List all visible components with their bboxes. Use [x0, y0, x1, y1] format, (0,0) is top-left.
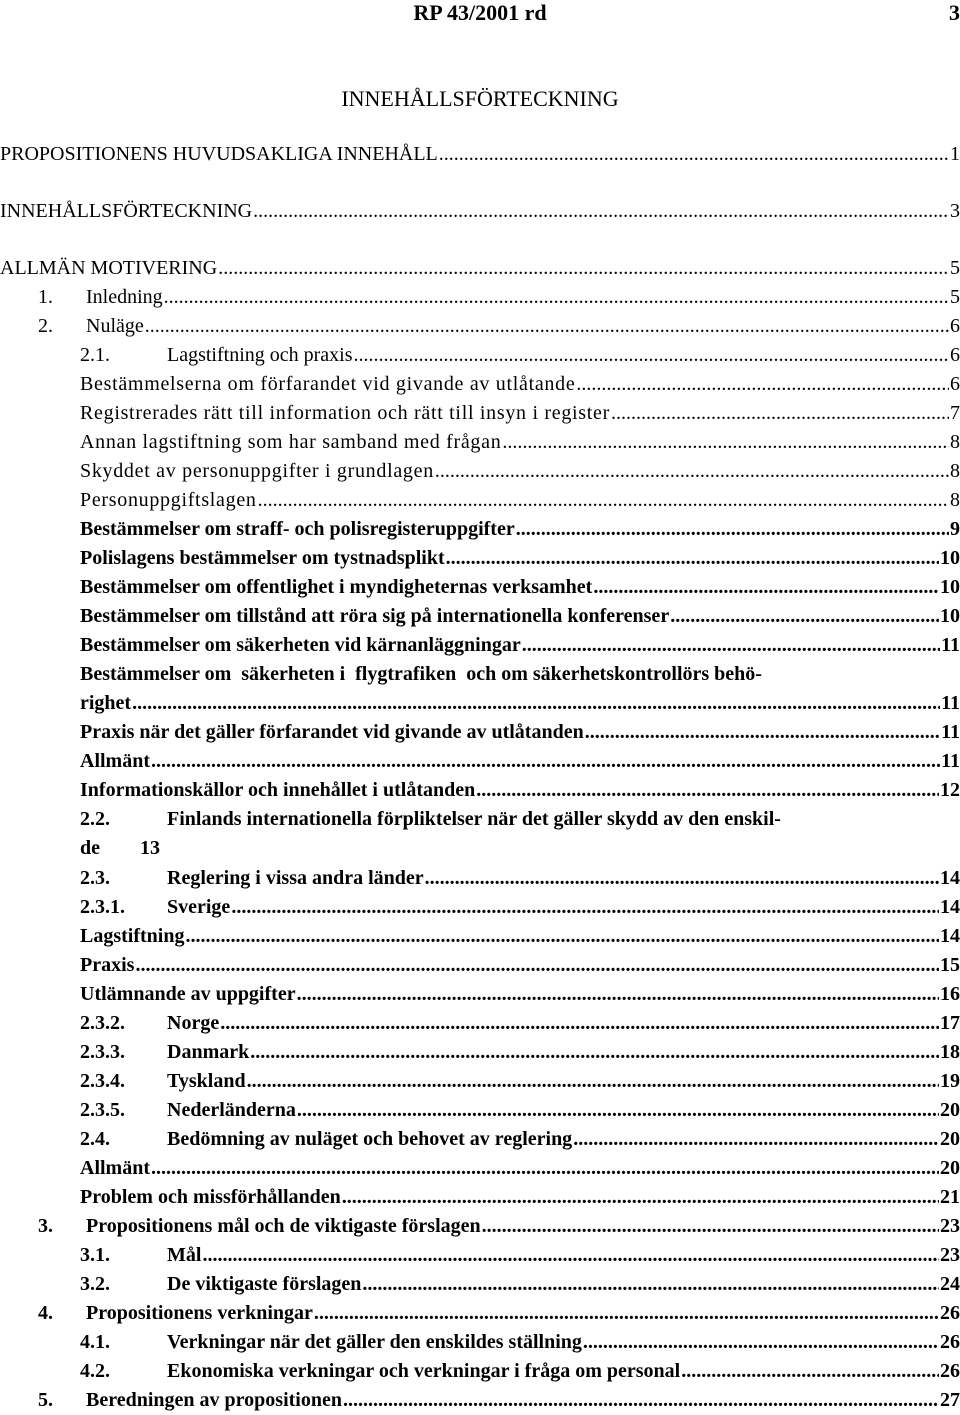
- toc-entry-page-number: 14: [940, 925, 960, 947]
- toc-entry-number: 2.3.5.: [80, 1099, 125, 1121]
- toc-entry-number: 2.: [38, 315, 53, 337]
- toc-entry-title: Norge: [167, 1012, 220, 1034]
- toc-entry-page-number: 23: [940, 1244, 960, 1266]
- toc-entry[interactable]: [0, 689, 960, 718]
- toc-entry-page-number: 20: [940, 1099, 960, 1121]
- toc-entry-number: 2.1.: [80, 344, 110, 366]
- toc-entry-title: Lagstiftning och praxis: [167, 344, 353, 366]
- toc-entry-title: Personuppgiftslagen: [80, 489, 257, 511]
- toc-entry-title: ALLMÄN MOTIVERING: [0, 257, 218, 279]
- toc-entry[interactable]: [0, 893, 960, 922]
- toc-entry-title: Praxis när det gäller förfarandet vid givande av utlåtanden: [80, 721, 584, 743]
- toc-entry[interactable]: [0, 1270, 960, 1299]
- toc-entry-page-number: 8: [950, 460, 960, 482]
- dot-leader: [247, 1067, 939, 1096]
- dot-leader: [297, 980, 939, 1009]
- toc-entry[interactable]: [0, 980, 960, 1009]
- dot-leader: [681, 1357, 939, 1386]
- toc-entry-page-number: 17: [940, 1012, 960, 1034]
- toc-entry-number: 4.: [38, 1302, 53, 1324]
- toc-entry-page-number: 11: [941, 634, 960, 656]
- toc-entry-title: Mål: [167, 1244, 202, 1266]
- toc-entry-page-number: 14: [940, 896, 960, 918]
- toc-heading: INNEHÅLLSFÖRTECKNING: [341, 86, 619, 111]
- toc-entry-page-number: 6: [950, 373, 960, 395]
- toc-entry[interactable]: [0, 486, 960, 515]
- dot-leader: [522, 631, 940, 660]
- dot-leader: [446, 544, 939, 573]
- toc-entry-title: Nuläge: [86, 315, 144, 337]
- toc-entry-title: Problem och missförhållanden: [80, 1186, 341, 1208]
- toc-entry-page-number: 20: [940, 1157, 960, 1179]
- document-reference: RP 43/2001 rd: [413, 0, 547, 25]
- page-number: 3: [949, 0, 960, 25]
- toc-entry[interactable]: [0, 718, 960, 747]
- toc-entry-number: 5.: [38, 1389, 53, 1411]
- toc-entry-title: Sverige: [167, 896, 231, 918]
- toc-entry[interactable]: [0, 951, 960, 980]
- dot-leader: [343, 1386, 939, 1415]
- toc-entry-title: Inledning: [86, 286, 163, 308]
- toc-entry-page-number: 10: [940, 547, 960, 569]
- toc-entry[interactable]: [0, 1212, 960, 1241]
- toc-entry-page-number: 11: [941, 750, 960, 772]
- dot-leader: [297, 1096, 939, 1125]
- toc-entry-number: 2.3.4.: [80, 1070, 125, 1092]
- toc-entry-title: Ekonomiska verkningar och verkningar i fråga om personal: [167, 1360, 681, 1382]
- toc-entry-title: Danmark: [167, 1041, 250, 1063]
- toc-entry-page-number: 7: [950, 402, 960, 424]
- toc-entry-page-number: 21: [940, 1186, 960, 1208]
- toc-entry[interactable]: [0, 312, 960, 341]
- toc-entry[interactable]: [0, 1183, 960, 1212]
- toc-entry[interactable]: [0, 515, 960, 544]
- dot-leader: [132, 689, 940, 718]
- toc-entry[interactable]: [0, 370, 960, 399]
- toc-entry[interactable]: [0, 428, 960, 457]
- toc-entry[interactable]: [0, 776, 960, 805]
- toc-entry-title: Tyskland: [167, 1070, 246, 1092]
- toc-entry-title: Annan lagstiftning som har samband med frågan: [80, 431, 502, 453]
- toc-entry[interactable]: [0, 254, 960, 283]
- toc-entry[interactable]: [0, 573, 960, 602]
- toc-entry-title: INNEHÅLLSFÖRTECKNING: [0, 200, 253, 222]
- toc-entry-number: 2.4.: [80, 1128, 110, 1150]
- toc-entry-title: righet: [80, 692, 132, 714]
- toc-entry-title: De viktigaste förslagen: [167, 1273, 362, 1295]
- toc-entry-page-number: 26: [940, 1360, 960, 1382]
- toc-entry-page-number: 9: [950, 518, 960, 540]
- toc-entry-number: 4.2.: [80, 1360, 110, 1382]
- dot-leader: [253, 197, 949, 226]
- dot-leader: [151, 1154, 939, 1183]
- toc-entry-title: Allmänt: [80, 750, 150, 772]
- toc-entry[interactable]: [0, 864, 960, 893]
- toc-entry-number: 2.3.1.: [80, 896, 125, 918]
- toc-entry-page-number: 5: [950, 286, 960, 308]
- toc-entry[interactable]: [0, 1096, 960, 1125]
- toc-entry-title: Utlämnande av uppgifter: [80, 983, 296, 1005]
- toc-entry-title: Propositionens verkningar: [86, 1302, 313, 1324]
- toc-entry[interactable]: [0, 1299, 960, 1328]
- dot-leader: [585, 718, 940, 747]
- toc-entry[interactable]: [0, 805, 960, 834]
- toc-entry-page-number: 16: [940, 983, 960, 1005]
- toc-entry-title: Bestämmelserna om förfarandet vid givande av utlåtande: [80, 373, 576, 395]
- toc-entry-number: 3.: [38, 1215, 53, 1237]
- dot-leader: [425, 864, 939, 893]
- toc-entry-number: 1.: [38, 286, 53, 308]
- toc-entry-page-number: 26: [940, 1302, 960, 1324]
- dot-leader: [476, 776, 939, 805]
- dot-leader: [258, 486, 949, 515]
- toc-entry-title: Bestämmelser om säkerheten vid kärnanläggningar: [80, 634, 521, 656]
- toc-entry[interactable]: [0, 283, 960, 312]
- dot-leader: [516, 515, 949, 544]
- toc-entry-page-number: 11: [941, 721, 960, 743]
- toc-entry[interactable]: [0, 197, 960, 226]
- toc-entry-title: Beredningen av propositionen: [86, 1389, 342, 1411]
- toc-entry[interactable]: [0, 631, 960, 660]
- toc-entry-number: 2.2.: [80, 808, 110, 830]
- toc-entry-title: Informationskällor och innehållet i utlåtanden: [80, 779, 476, 801]
- toc-entry[interactable]: [0, 1125, 960, 1154]
- toc-entry-page-number: 14: [940, 867, 960, 889]
- dot-leader: [145, 312, 949, 341]
- toc-entry-page-number: 1: [950, 143, 960, 165]
- toc-entry-page-number: 11: [941, 692, 960, 714]
- toc-entry-page-number: 23: [940, 1215, 960, 1237]
- toc-entry-page-number: 10: [940, 605, 960, 627]
- toc-entry-number: 4.1.: [80, 1331, 110, 1353]
- toc-entry-title: de 13: [80, 837, 160, 859]
- dot-leader: [135, 951, 939, 980]
- toc-entry[interactable]: [0, 1241, 960, 1270]
- dot-leader: [576, 370, 949, 399]
- toc-entry[interactable]: [0, 341, 960, 370]
- toc-entry[interactable]: [0, 922, 960, 951]
- toc-entry-page-number: 19: [940, 1070, 960, 1092]
- toc-entry-page-number: 8: [950, 489, 960, 511]
- dot-leader: [482, 1212, 939, 1241]
- dot-leader: [185, 922, 939, 951]
- dot-leader: [151, 747, 940, 776]
- toc-entry-page-number: 20: [940, 1128, 960, 1150]
- toc-entry-page-number: 5: [950, 257, 960, 279]
- toc-entry[interactable]: [0, 1067, 960, 1096]
- toc-entry-number: 2.3.: [80, 867, 110, 889]
- toc-entry-page-number: 3: [950, 200, 960, 222]
- toc-entry-page-number: 12: [940, 779, 960, 801]
- toc-entry[interactable]: [0, 747, 960, 776]
- dot-leader: [164, 283, 949, 312]
- toc-entry-page-number: 8: [950, 431, 960, 453]
- dot-leader: [202, 1241, 939, 1270]
- toc-entry-title: Bestämmelser om offentlighet i myndigheternas verksamhet: [80, 576, 593, 598]
- dot-leader: [670, 602, 939, 631]
- toc-entry-title: Reglering i vissa andra länder: [167, 867, 424, 889]
- dot-leader: [218, 254, 949, 283]
- toc-entry-title: Bestämmelser om tillstånd att röra sig på internationella konferenser: [80, 605, 670, 627]
- dot-leader: [435, 457, 949, 486]
- toc-entry-page-number: 6: [950, 315, 960, 337]
- dot-leader: [250, 1038, 939, 1067]
- toc-entry-title: Nederländerna: [167, 1099, 296, 1121]
- dot-leader: [593, 573, 939, 602]
- toc-entry-page-number: 6: [950, 344, 960, 366]
- dot-leader: [583, 1328, 939, 1357]
- toc-entry[interactable]: [0, 602, 960, 631]
- toc-entry-title: Registrerades rätt till information och rätt till insyn i register: [80, 402, 610, 424]
- toc-entry-page-number: 27: [940, 1389, 960, 1411]
- toc-entry-title: Bestämmelser om säkerheten i flygtrafiken och om säkerhetskontrollörs behö-: [80, 663, 762, 685]
- toc-entry[interactable]: [0, 140, 960, 169]
- toc-entry[interactable]: [0, 1009, 960, 1038]
- toc-entry-title: PROPOSITIONENS HUVUDSAKLIGA INNEHÅLL: [0, 143, 438, 165]
- toc-entry-number: 3.2.: [80, 1273, 110, 1295]
- dot-leader: [231, 893, 939, 922]
- toc-entry[interactable]: [0, 1386, 960, 1415]
- toc-entry-title: Skyddet av personuppgifter i grundlagen: [80, 460, 434, 482]
- toc-entry[interactable]: [0, 1328, 960, 1357]
- toc-entry-title: Allmänt: [80, 1157, 150, 1179]
- dot-leader: [573, 1125, 939, 1154]
- toc-entry-page-number: 15: [940, 954, 960, 976]
- toc-entry[interactable]: [0, 660, 960, 689]
- toc-entry-title: Praxis: [80, 954, 135, 976]
- dot-leader: [220, 1009, 939, 1038]
- toc-entry-number: 2.3.3.: [80, 1041, 125, 1063]
- toc-entry[interactable]: [0, 1154, 960, 1183]
- toc-entry[interactable]: [0, 544, 960, 573]
- toc-entry-page-number: 26: [940, 1331, 960, 1353]
- toc-entry-title: Bestämmelser om straff- och polisregisteruppgifter: [80, 518, 515, 540]
- toc-entry-page-number: 24: [940, 1273, 960, 1295]
- toc-entry-title: Propositionens mål och de viktigaste förslagen: [86, 1215, 481, 1237]
- dot-leader: [362, 1270, 939, 1299]
- toc-entry[interactable]: [0, 834, 960, 863]
- toc-entry[interactable]: [0, 457, 960, 486]
- dot-leader: [314, 1299, 939, 1328]
- toc-entry-number: 3.1.: [80, 1244, 110, 1266]
- toc-entry[interactable]: [0, 1357, 960, 1386]
- dot-leader: [502, 428, 949, 457]
- toc-entry-title: Bedömning av nuläget och behovet av reglering: [167, 1128, 573, 1150]
- toc-entry[interactable]: [0, 1038, 960, 1067]
- toc-entry-page-number: 10: [940, 576, 960, 598]
- dot-leader: [342, 1183, 939, 1212]
- dot-leader: [354, 341, 949, 370]
- toc-entry-page-number: 18: [940, 1041, 960, 1063]
- toc-entry-number: 2.3.2.: [80, 1012, 125, 1034]
- toc-entry[interactable]: [0, 399, 960, 428]
- toc-entry-title: Polislagens bestämmelser om tystnadsplikt: [80, 547, 445, 569]
- toc-entry-title: Finlands internationella förpliktelser när det gäller skydd av den enskil-: [167, 808, 781, 830]
- toc-entry-title: Lagstiftning: [80, 925, 185, 947]
- dot-leader: [439, 140, 949, 169]
- toc-entry-title: Verkningar när det gäller den enskildes ställning: [167, 1331, 582, 1353]
- dot-leader: [611, 399, 949, 428]
